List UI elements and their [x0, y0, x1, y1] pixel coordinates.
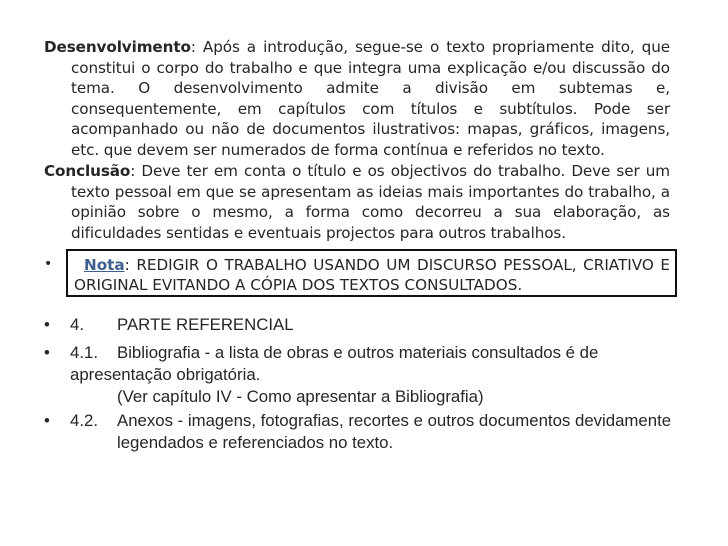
bibliografia-line1: Bibliografia - a lista de obras e outros materiais consultados é de: [117, 343, 599, 362]
ref-number-4-1: 4.1.: [70, 343, 98, 362]
note-bullet: •: [44, 256, 53, 272]
note-label: Nota: [84, 256, 125, 274]
ref-bullet-3: •: [44, 411, 50, 430]
desenvolvimento-label: Desenvolvimento: [44, 38, 191, 56]
desenvolvimento-block: [44, 37, 670, 160]
conclusao-block: [44, 161, 670, 243]
ref-number-4: 4.: [70, 315, 84, 334]
anexos-line1: Anexos - imagens, fotografias, recortes e outros documentos devidamente: [117, 411, 672, 430]
section-title: PARTE REFERENCIAL: [117, 315, 294, 334]
bibliografia-line3: (Ver capítulo IV - Como apresentar a Bibliografia): [117, 387, 484, 406]
conclusao-text: : Deve ter em conta o título e os objectivos do trabalho. Deve ser um texto pessoal em que se apresentam as ideias mais importantes do trabalho, a opinião sobre o mesmo, a forma como decorreu a sua elaboração, as dificuldades sentidas e eventuais projectos para outros trabalhos.: [71, 162, 670, 242]
note-paragraph: [74, 255, 670, 295]
desenvolvimento-paragraph: [44, 37, 670, 160]
desenvolvimento-text: : Após a introdução, segue-se o texto propriamente dito, que constitui o corpo do trabalho e que integra uma explicação e/ou discussão do tema. O desenvolvimento admite a divisão em subtemas e, consequentemente, em capítulos com títulos e subtítulos. Pode ser acompanhado ou não de documentos ilustrativos: mapas, gráficos, imagens, etc. que devem ser numerados de forma contínua e referidos no texto.: [71, 38, 670, 159]
bibliografia-line2: apresentação obrigatória.: [70, 365, 261, 384]
ref-bullet-1: •: [44, 315, 50, 334]
ref-bullet-2: •: [44, 343, 50, 362]
anexos-line2: legendados e referenciados no texto.: [117, 433, 394, 452]
ref-number-4-2: 4.2.: [70, 411, 98, 430]
conclusao-label: Conclusão: [44, 162, 131, 180]
conclusao-paragraph: [44, 161, 670, 243]
note-text: : REDIGIR O TRABALHO USANDO UM DISCURSO PESSOAL, CRIATIVO E ORIGINAL EVITANDO A CÓPIA DOS TEXTOS CONSULTADOS.: [74, 256, 670, 294]
